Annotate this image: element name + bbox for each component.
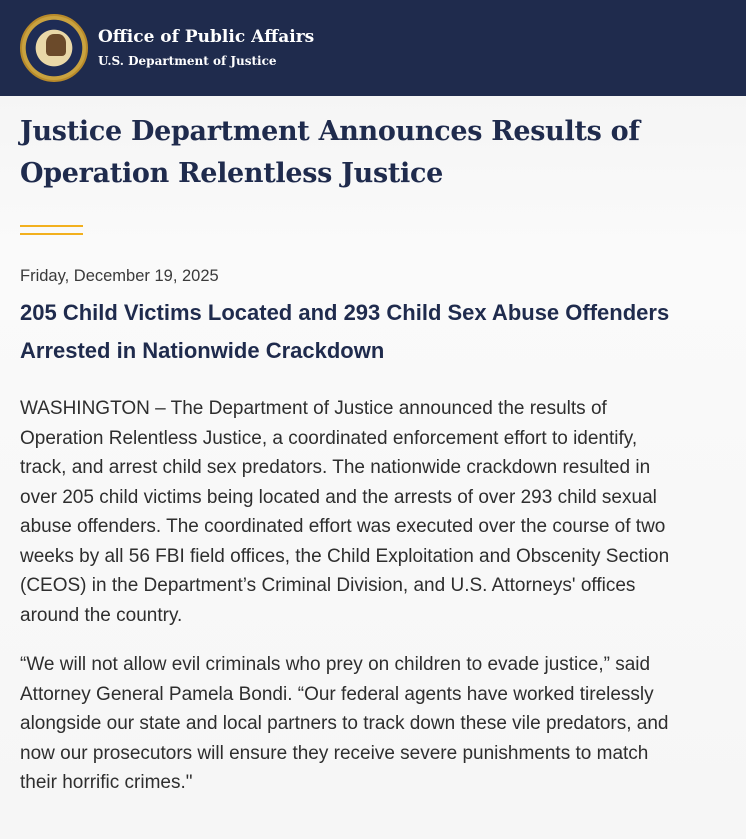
publish-date: Friday, December 19, 2025 (20, 267, 219, 285)
page-title (20, 111, 726, 195)
doj-seal-logo[interactable] (20, 14, 88, 82)
text-line: (CEOS) in the Department’s Criminal Division, and U.S. Attorneys' offices (20, 575, 636, 596)
body-paragraph (20, 394, 726, 630)
text-line: Attorney General Pamela Bondi. “Our federal agents have worked tirelessly (20, 683, 654, 705)
article-subtitle (20, 294, 726, 370)
text-line: abuse offenders. The coordinated effort was executed over the course of two (20, 516, 666, 537)
title-line: Operation Relentless Justice (20, 158, 444, 189)
subtitle-line: Arrested in Nationwide Crackdown (20, 338, 385, 363)
title-line: Justice Department Announces Results of (20, 116, 640, 147)
text-line: WASHINGTON – The Department of Justice announced the results of (20, 398, 607, 419)
decorative-divider (20, 225, 83, 235)
text-line: Operation Relentless Justice, a coordinated enforcement effort to identify, (20, 427, 638, 449)
site-header (0, 0, 746, 96)
text-line: now our prosecutors will ensure they receive severe punishments to match (20, 742, 649, 764)
text-line: around the country. (20, 604, 183, 626)
brand-title: Office of Public Affairs (98, 27, 315, 47)
text-line: “We will not allow evil criminals who prey on children to evade justice,” said (20, 654, 651, 675)
brand-subtitle: U.S. Department of Justice (98, 54, 277, 68)
text-line: track, and arrest child sex predators. The nationwide crackdown resulted in (20, 457, 651, 478)
text-line: alongside our state and local partners to track down these vile predators, and (20, 713, 669, 734)
subtitle-line: 205 Child Victims Located and 293 Child Sex Abuse Offenders (20, 300, 670, 325)
article (0, 111, 746, 798)
text-line: their horrific crimes." (20, 772, 193, 793)
text-line: over 205 child victims being located and the arrests of over 293 child sexual (20, 486, 657, 508)
text-line: weeks by all 56 FBI field offices, the Child Exploitation and Obscenity Section (20, 545, 670, 567)
brand[interactable] (98, 26, 314, 70)
quote-paragraph (20, 650, 726, 798)
